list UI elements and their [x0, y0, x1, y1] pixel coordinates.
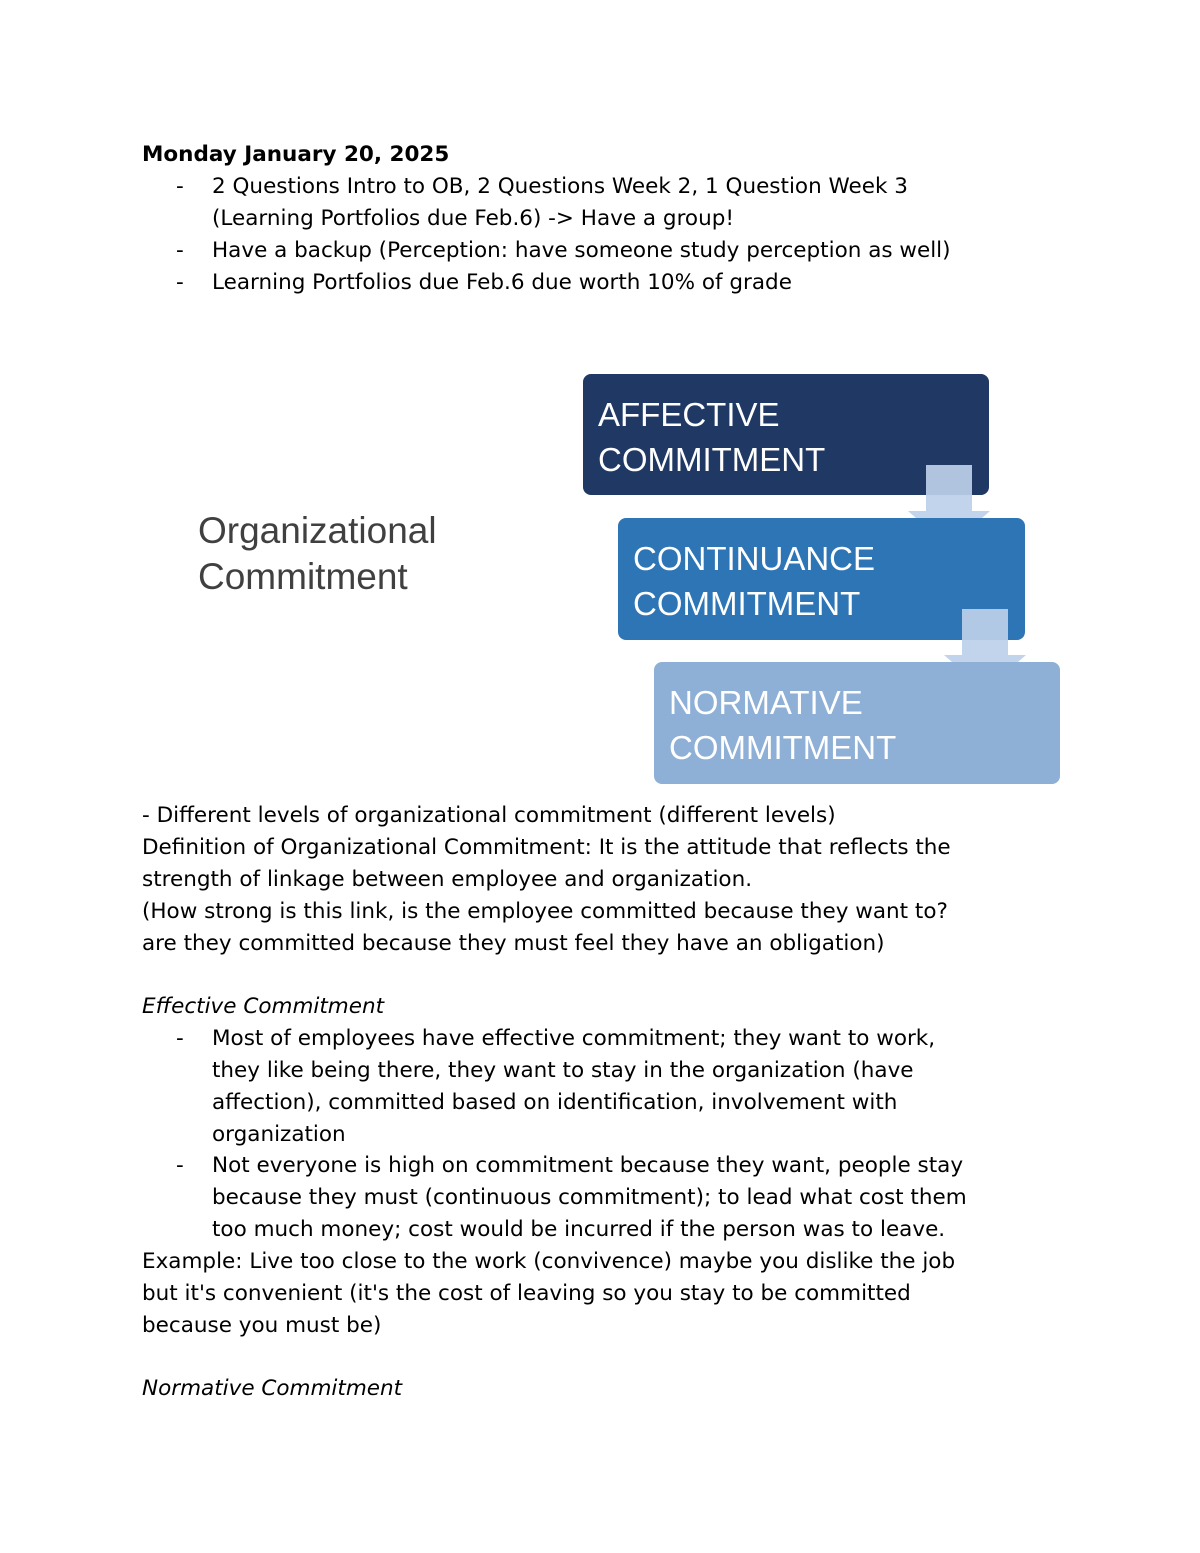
body-line: are they committed because they must feel they have an obligation): [142, 931, 885, 956]
bullet-text: because they must (continuous commitment); to lead what cost them: [212, 1185, 967, 1210]
example-line: Example: Live too close to the work (convivence) maybe you dislike the job: [142, 1249, 956, 1274]
diagram-title-line: Organizational: [198, 510, 437, 551]
box-label: NORMATIVE: [669, 684, 863, 721]
bullet-marker: -: [176, 238, 184, 263]
box-label: AFFECTIVE: [598, 396, 780, 433]
bullet-text: they like being there, they want to stay in the organization (have: [212, 1058, 914, 1083]
bullet-marker: -: [176, 174, 184, 199]
bullet-text: organization: [212, 1122, 346, 1147]
body-line: strength of linkage between employee and organization.: [142, 867, 753, 892]
bullet-text: Have a backup (Perception: have someone study perception as well): [212, 238, 951, 263]
example-line: but it's convenient (it's the cost of leaving so you stay to be committed: [142, 1281, 911, 1306]
body-line: - Different levels of organizational commitment (different levels): [142, 803, 836, 828]
diagram-title: [198, 508, 437, 600]
bullet-text: Learning Portfolios due Feb.6 due worth 10% of grade: [212, 270, 792, 295]
normative-commitment-heading: Normative Commitment: [142, 1376, 403, 1401]
bullet-marker: -: [176, 270, 184, 295]
bullet-marker: -: [176, 1026, 184, 1051]
body-line: Definition of Organizational Commitment: It is the attitude that reflects the: [142, 835, 951, 860]
normative-commitment-box: [654, 662, 1060, 784]
bullet-text: Most of employees have effective commitment; they want to work,: [212, 1026, 936, 1051]
bullet-text: Not everyone is high on commitment because they want, people stay: [212, 1153, 964, 1178]
effective-commitment-heading: Effective Commitment: [142, 994, 385, 1019]
body-line: (How strong is this link, is the employee committed because they want to?: [142, 899, 948, 924]
box-label: COMMITMENT: [633, 585, 861, 622]
bullet-text: too much money; cost would be incurred if the person was to leave.: [212, 1217, 946, 1242]
bullet-text: (Learning Portfolios due Feb.6) -> Have a group!: [212, 206, 734, 231]
example-line: because you must be): [142, 1313, 382, 1338]
box-label: COMMITMENT: [669, 729, 897, 766]
bullet-text: affection), committed based on identification, involvement with: [212, 1090, 898, 1115]
box-label: CONTINUANCE: [633, 540, 876, 577]
box-label: COMMITMENT: [598, 441, 826, 478]
bullet-text: 2 Questions Intro to OB, 2 Questions Week 2, 1 Question Week 3: [212, 174, 908, 199]
bullet-marker: -: [176, 1153, 184, 1178]
date-heading: Monday January 20, 2025: [142, 142, 450, 167]
diagram-title-line: Commitment: [198, 556, 408, 597]
